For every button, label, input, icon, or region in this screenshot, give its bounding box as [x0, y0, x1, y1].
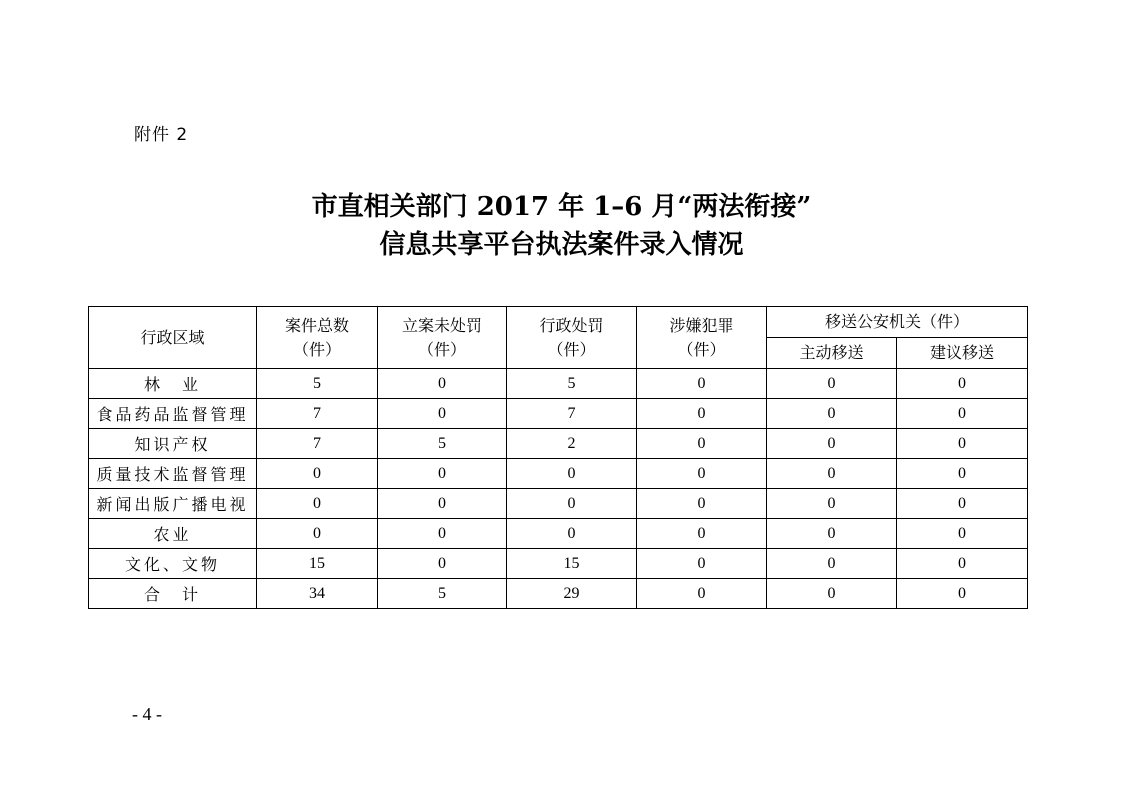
header-total-label: 案件总数: [284, 315, 349, 335]
cell-total: 5: [257, 369, 378, 399]
cell-total: 0: [257, 519, 378, 549]
cell-filed-unpunished: 0: [378, 489, 507, 519]
cell-active-transfer: 0: [767, 549, 897, 579]
table-row: [89, 429, 1028, 459]
cell-total: 7: [257, 399, 378, 429]
header-total-unit: （件）: [292, 339, 341, 359]
cell-active-transfer: 0: [767, 519, 897, 549]
cell-filed-unpunished: 0: [378, 369, 507, 399]
header-filed-unpunished-label: 立案未处罚: [401, 315, 482, 335]
cell-suspected-crime: 0: [637, 459, 767, 489]
cell-total: 15: [257, 549, 378, 579]
header-active-transfer: 主动移送: [767, 338, 897, 369]
cell-admin-penalty: 15: [507, 549, 637, 579]
cell-active-transfer: 0: [767, 579, 897, 609]
cell-filed-unpunished: 0: [378, 549, 507, 579]
cell-filed-unpunished: 0: [378, 459, 507, 489]
table-row: [89, 369, 1028, 399]
cell-region: 质量技术监督管理: [89, 459, 257, 489]
cell-suggested-transfer: 0: [897, 399, 1028, 429]
cell-suspected-crime: 0: [637, 579, 767, 609]
header-suspected-crime: [637, 307, 767, 369]
cell-suspected-crime: 0: [637, 549, 767, 579]
cell-active-transfer: 0: [767, 369, 897, 399]
header-total: [257, 307, 378, 369]
table-row: [89, 579, 1028, 609]
header-region: 行政区域: [89, 307, 257, 369]
cell-region: 林 业: [89, 369, 257, 399]
cell-filed-unpunished: 0: [378, 519, 507, 549]
attachment-label: 附件 2: [134, 125, 189, 145]
cell-total: 0: [257, 489, 378, 519]
cell-admin-penalty: 0: [507, 519, 637, 549]
cell-region: 食品药品监督管理: [89, 399, 257, 429]
cell-suspected-crime: 0: [637, 429, 767, 459]
header-suggested-transfer: 建议移送: [897, 338, 1028, 369]
table-body: [89, 369, 1028, 609]
cell-region: 知识产权: [89, 429, 257, 459]
table-row: [89, 549, 1028, 579]
header-suspected-crime-unit: （件）: [677, 339, 726, 359]
cell-suggested-transfer: 0: [897, 579, 1028, 609]
cell-suggested-transfer: 0: [897, 369, 1028, 399]
cell-active-transfer: 0: [767, 429, 897, 459]
case-statistics-table: [88, 306, 1028, 609]
cell-active-transfer: 0: [767, 399, 897, 429]
document-title-line-2: 信息共享平台执法案件录入情况: [379, 230, 744, 260]
document-title-line-1: 市直相关部门 2017 年 1–6 月“两法衔接”: [311, 192, 812, 222]
cell-admin-penalty: 7: [507, 399, 637, 429]
header-admin-penalty: [507, 307, 637, 369]
cell-admin-penalty: 5: [507, 369, 637, 399]
cell-region: 新闻出版广播电视: [89, 489, 257, 519]
page-number: - 4 -: [132, 704, 162, 724]
table-row: [89, 489, 1028, 519]
table-row: [89, 399, 1028, 429]
cell-admin-penalty: 0: [507, 489, 637, 519]
table-row: [89, 519, 1028, 549]
header-suspected-crime-label: 涉嫌犯罪: [669, 315, 734, 335]
cell-active-transfer: 0: [767, 489, 897, 519]
cell-suggested-transfer: 0: [897, 549, 1028, 579]
cell-filed-unpunished: 5: [378, 429, 507, 459]
cell-suggested-transfer: 0: [897, 429, 1028, 459]
cell-suspected-crime: 0: [637, 519, 767, 549]
header-admin-penalty-label: 行政处罚: [539, 315, 604, 335]
cell-total: 34: [257, 579, 378, 609]
cell-suggested-transfer: 0: [897, 519, 1028, 549]
cell-filed-unpunished: 0: [378, 399, 507, 429]
table-row: [89, 459, 1028, 489]
cell-region: 农业: [89, 519, 257, 549]
cell-total: 7: [257, 429, 378, 459]
table-header-row: [89, 307, 1028, 338]
cell-total: 0: [257, 459, 378, 489]
cell-suspected-crime: 0: [637, 399, 767, 429]
header-transfer: 移送公安机关（件）: [767, 307, 1028, 338]
cell-region: 文化、文物: [89, 549, 257, 579]
header-filed-unpunished-unit: （件）: [417, 339, 466, 359]
header-filed-unpunished: [378, 307, 507, 369]
cell-suggested-transfer: 0: [897, 489, 1028, 519]
cell-suspected-crime: 0: [637, 489, 767, 519]
header-admin-penalty-unit: （件）: [547, 339, 596, 359]
cell-admin-penalty: 2: [507, 429, 637, 459]
cell-active-transfer: 0: [767, 459, 897, 489]
cell-suspected-crime: 0: [637, 369, 767, 399]
cell-suggested-transfer: 0: [897, 459, 1028, 489]
cell-filed-unpunished: 5: [378, 579, 507, 609]
cell-region: 合 计: [89, 579, 257, 609]
cell-admin-penalty: 29: [507, 579, 637, 609]
cell-admin-penalty: 0: [507, 459, 637, 489]
